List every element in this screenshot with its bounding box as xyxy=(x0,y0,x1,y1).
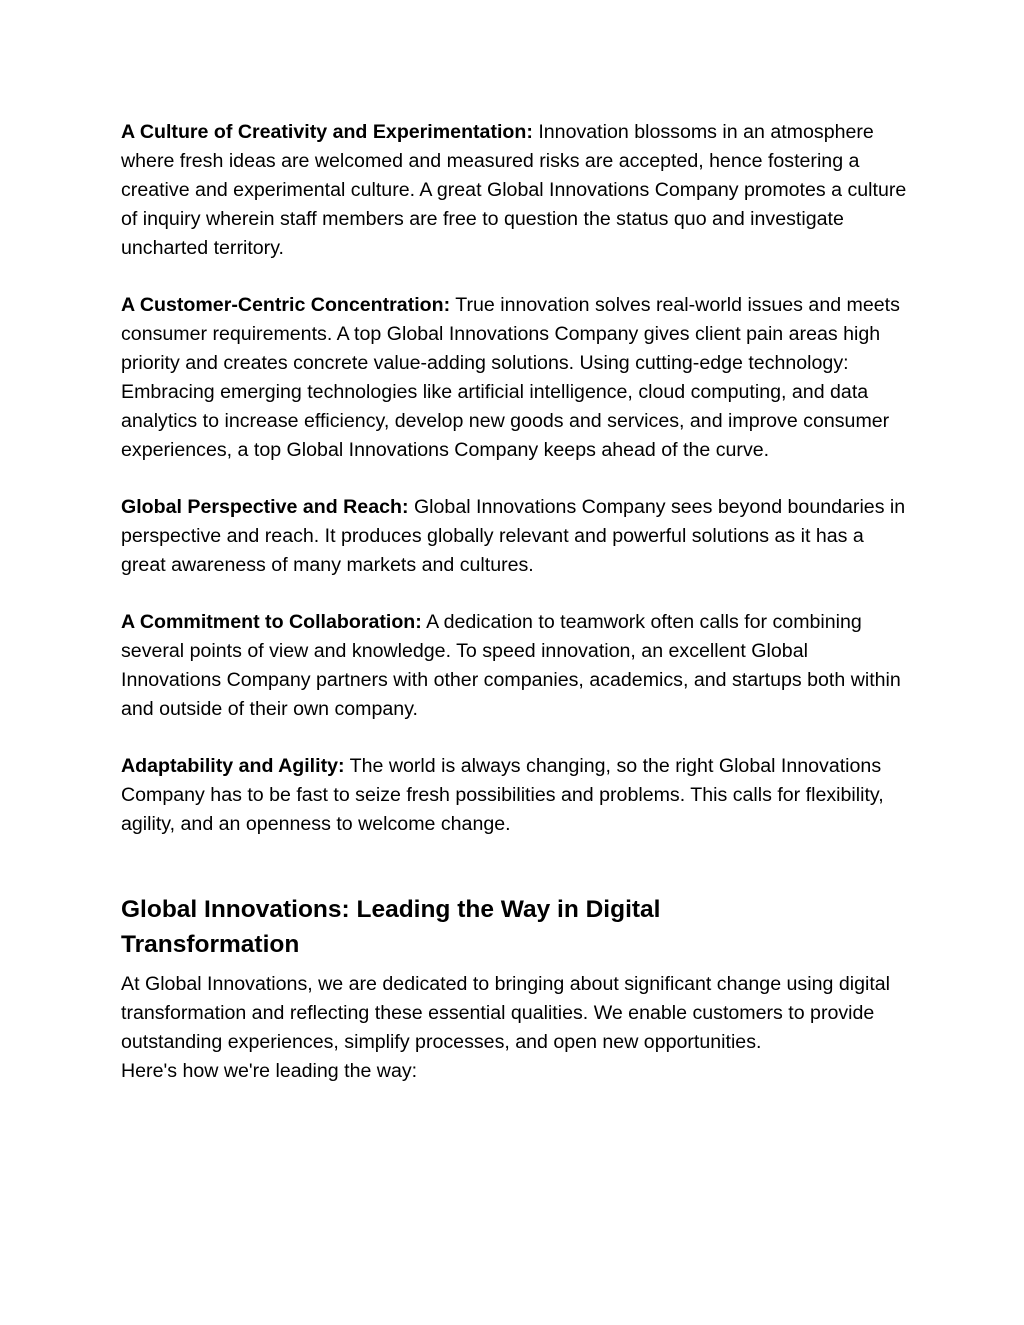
section-text: A dedication to teamwork often calls for combining several points of view and knowledge. To speed innovation, an excellent Global Innovations Company partners with other companies, academics, and startups both within and outside of their own company. xyxy=(121,611,901,720)
section-adaptability xyxy=(121,752,911,839)
section-title: A Commitment to Collaboration: xyxy=(121,611,422,633)
section-customer-centric xyxy=(121,291,911,465)
section-title: Global Perspective and Reach: xyxy=(121,496,409,518)
section-title: A Culture of Creativity and Experimentation: xyxy=(121,121,533,143)
section-collaboration xyxy=(121,608,911,724)
lead-in-line: Here's how we're leading the way: xyxy=(121,1060,418,1082)
section-global-perspective xyxy=(121,493,911,580)
section-text: True innovation solves real-world issues and meets consumer requirements. A top Global Innovations Company gives client pain areas high priority and creates concrete value-adding solutions. Using cutting-edge technology: Embracing emerging technologies like artificial intelligence, cloud computing, and data analytics to increase efficiency, develop new goods and services, and improve consumer experiences, a top Global Innovations Company keeps ahead of the curve. xyxy=(121,294,900,461)
section-heading: Global Innovations: Leading the Way in Digital Transformation xyxy=(121,896,661,958)
section-text: Global Innovations Company sees beyond boundaries in perspective and reach. It produces globally relevant and powerful solutions as it has a great awareness of many markets and cultures. xyxy=(121,496,906,576)
intro-paragraph: At Global Innovations, we are dedicated to bringing about significant change using digital transformation and reflecting these essential qualities. We enable customers to provide outstanding experiences, simplify processes, and open new opportunities. xyxy=(121,973,891,1053)
section-text: The world is always changing, so the right Global Innovations Company has to be fast to seize fresh possibilities and problems. This calls for flexibility, agility, and an openness to welcome change. xyxy=(121,755,884,835)
section-creativity xyxy=(121,118,911,263)
section-title: Adaptability and Agility: xyxy=(121,755,345,777)
section-text: Innovation blossoms in an atmosphere where fresh ideas are welcomed and measured risks are accepted, hence fostering a creative and experimental culture. A great Global Innovations Company promotes a culture of inquiry wherein staff members are free to question the status quo and investigate uncharted territory. xyxy=(121,121,907,259)
document-page xyxy=(121,118,911,1086)
section-title: A Customer-Centric Concentration: xyxy=(121,294,451,316)
